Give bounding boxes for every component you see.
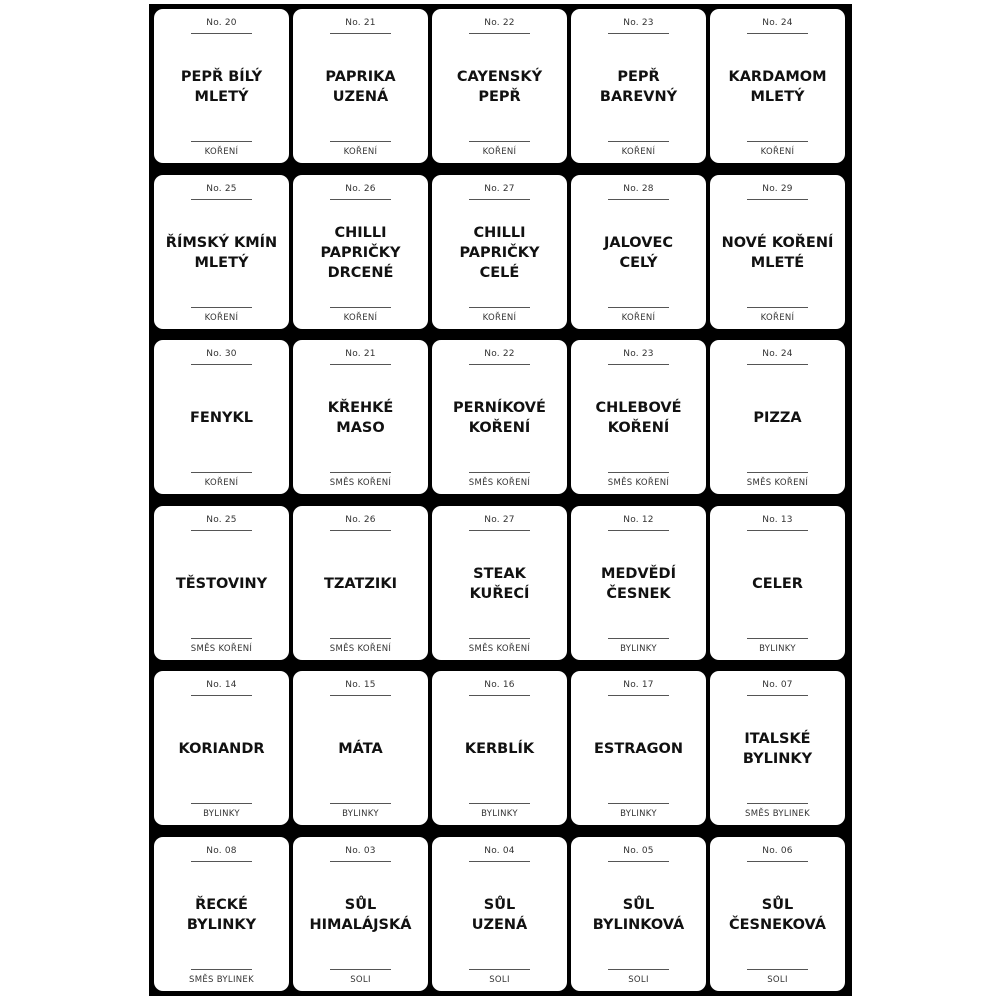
- bottom-divider: [330, 141, 391, 142]
- label-category: SMĚS KOŘENÍ: [468, 643, 531, 654]
- label-name: KERBLÍK: [464, 741, 535, 758]
- label-category: SOLI: [350, 974, 371, 985]
- label-category: SOLI: [628, 974, 649, 985]
- spice-label: [432, 9, 567, 163]
- spice-label: [432, 340, 567, 494]
- spice-label: [432, 506, 567, 660]
- top-divider: [747, 530, 808, 531]
- top-divider: [330, 861, 391, 862]
- spice-label: [710, 175, 845, 329]
- top-divider: [747, 199, 808, 200]
- label-number: No. 22: [484, 349, 515, 360]
- spice-label: [571, 9, 706, 163]
- spice-label: [710, 671, 845, 825]
- top-divider: [330, 364, 391, 365]
- top-divider: [469, 861, 530, 862]
- bottom-divider: [330, 803, 391, 804]
- label-number: No. 30: [206, 349, 237, 360]
- label-number: No. 22: [484, 18, 515, 28]
- bottom-divider: [191, 969, 252, 970]
- bottom-divider: [330, 638, 391, 639]
- spice-label: [293, 340, 428, 494]
- label-number: No. 23: [623, 18, 654, 28]
- top-divider: [608, 695, 669, 696]
- label-name: PAPRIKA UZENÁ: [325, 69, 396, 105]
- top-divider: [469, 33, 530, 34]
- label-name: PIZZA: [753, 410, 802, 427]
- label-name: CAYENSKÝ PEPŘ: [456, 69, 543, 105]
- top-divider: [608, 33, 669, 34]
- spice-label: [571, 175, 706, 329]
- label-category: BYLINKY: [759, 643, 796, 654]
- label-number: No. 04: [484, 845, 515, 856]
- spice-label: [571, 837, 706, 991]
- label-number: No. 20: [206, 18, 237, 28]
- bottom-divider: [747, 141, 808, 142]
- label-category: SMĚS KOŘENÍ: [607, 478, 670, 489]
- label-name: STEAK KUŘECÍ: [469, 565, 530, 602]
- bottom-divider: [330, 969, 391, 970]
- top-divider: [747, 364, 808, 365]
- label-number: No. 23: [623, 349, 654, 360]
- label-number: No. 21: [345, 349, 376, 360]
- label-category: KOŘENÍ: [204, 478, 239, 489]
- spice-label: [432, 175, 567, 329]
- label-number: No. 16: [484, 680, 515, 691]
- label-number: No. 25: [206, 183, 237, 194]
- spice-label: [710, 506, 845, 660]
- label-number: No. 05: [623, 845, 654, 856]
- label-number: No. 25: [206, 514, 237, 525]
- spice-label: [293, 506, 428, 660]
- label-number: No. 03: [345, 845, 376, 856]
- label-category: KOŘENÍ: [482, 147, 517, 157]
- label-category: KOŘENÍ: [204, 147, 239, 157]
- label-name: CHILLI PAPRIČKY DRCENÉ: [320, 224, 401, 281]
- label-category: KOŘENÍ: [621, 312, 656, 323]
- label-sheet: [149, 4, 852, 996]
- top-divider: [469, 530, 530, 531]
- label-category: KOŘENÍ: [621, 147, 656, 157]
- spice-label: [293, 837, 428, 991]
- spice-label: [293, 671, 428, 825]
- label-number: No. 21: [345, 18, 376, 28]
- spice-label: [571, 506, 706, 660]
- label-number: No. 26: [345, 183, 376, 194]
- spice-label: [432, 837, 567, 991]
- label-name: PEPŘ BAREVNÝ: [599, 69, 678, 105]
- label-name: CHILLI PAPRIČKY CELÉ: [459, 224, 540, 281]
- label-name: SŮL ČESNEKOVÁ: [728, 896, 826, 933]
- bottom-divider: [608, 803, 669, 804]
- label-name: SŮL UZENÁ: [471, 896, 528, 933]
- bottom-divider: [747, 803, 808, 804]
- top-divider: [191, 861, 252, 862]
- label-category: SMĚS BYLINEK: [189, 974, 254, 985]
- top-divider: [469, 695, 530, 696]
- bottom-divider: [469, 969, 530, 970]
- top-divider: [191, 695, 252, 696]
- label-category: SOLI: [767, 974, 788, 985]
- label-category: KOŘENÍ: [760, 147, 795, 157]
- label-name: MÁTA: [338, 741, 383, 758]
- bottom-divider: [747, 307, 808, 308]
- label-category: KOŘENÍ: [343, 147, 378, 157]
- spice-label: [710, 837, 845, 991]
- label-number: No. 07: [762, 680, 793, 691]
- spice-label: [293, 175, 428, 329]
- top-divider: [747, 861, 808, 862]
- label-number: No. 08: [206, 845, 237, 856]
- bottom-divider: [747, 638, 808, 639]
- top-divider: [608, 530, 669, 531]
- spice-label: [293, 9, 428, 163]
- top-divider: [191, 33, 252, 34]
- top-divider: [608, 861, 669, 862]
- label-category: BYLINKY: [481, 809, 518, 820]
- label-number: No. 24: [762, 349, 793, 360]
- bottom-divider: [747, 472, 808, 473]
- label-grid: [154, 9, 845, 991]
- top-divider: [191, 530, 252, 531]
- label-category: SMĚS BYLINEK: [745, 809, 810, 820]
- label-name: ITALSKÉ BYLINKY: [742, 731, 813, 768]
- label-name: PERNÍKOVÉ KOŘENÍ: [453, 400, 546, 437]
- spice-label: [571, 671, 706, 825]
- bottom-divider: [191, 803, 252, 804]
- label-name: SŮL HIMALÁJSKÁ: [309, 896, 412, 933]
- top-divider: [330, 199, 391, 200]
- bottom-divider: [191, 472, 252, 473]
- label-category: SMĚS KOŘENÍ: [746, 478, 809, 489]
- label-category: BYLINKY: [342, 809, 379, 820]
- bottom-divider: [608, 307, 669, 308]
- spice-label: [154, 175, 289, 329]
- spice-label: [571, 340, 706, 494]
- top-divider: [469, 364, 530, 365]
- bottom-divider: [469, 472, 530, 473]
- spice-label: [154, 506, 289, 660]
- spice-label: [154, 837, 289, 991]
- label-name: MEDVĚDÍ ČESNEK: [601, 565, 676, 602]
- label-name: FENYKL: [190, 410, 253, 427]
- bottom-divider: [191, 141, 252, 142]
- spice-label: [432, 671, 567, 825]
- label-name: CHLEBOVÉ KOŘENÍ: [595, 400, 682, 437]
- spice-label: [154, 671, 289, 825]
- label-category: BYLINKY: [620, 809, 657, 820]
- bottom-divider: [608, 141, 669, 142]
- label-number: No. 12: [623, 514, 654, 525]
- label-name: KARDAMOM MLETÝ: [728, 69, 827, 105]
- label-name: TĚSTOVINY: [175, 575, 268, 592]
- top-divider: [330, 33, 391, 34]
- label-category: SMĚS KOŘENÍ: [468, 478, 531, 489]
- bottom-divider: [469, 803, 530, 804]
- label-category: KOŘENÍ: [482, 312, 517, 323]
- label-name: NOVÉ KOŘENÍ MLETÉ: [721, 234, 834, 271]
- top-divider: [608, 364, 669, 365]
- top-divider: [747, 33, 808, 34]
- label-name: ESTRAGON: [594, 741, 683, 758]
- label-number: No. 27: [484, 514, 515, 525]
- label-category: SMĚS KOŘENÍ: [190, 643, 253, 654]
- bottom-divider: [608, 638, 669, 639]
- label-name: KŘEHKÉ MASO: [327, 400, 394, 437]
- label-name: ŘECKÉ BYLINKY: [186, 896, 257, 933]
- label-number: No. 14: [206, 680, 237, 691]
- label-number: No. 17: [623, 680, 654, 691]
- label-name: ŘÍMSKÝ KMÍN MLETÝ: [165, 234, 278, 271]
- spice-label: [154, 340, 289, 494]
- spice-label: [154, 9, 289, 163]
- label-name: PEPŘ BÍLÝ MLETÝ: [180, 69, 263, 105]
- label-name: TZATZIKI: [324, 575, 397, 592]
- bottom-divider: [330, 472, 391, 473]
- spice-label: [710, 340, 845, 494]
- label-name: KORIANDR: [178, 741, 265, 758]
- label-category: KOŘENÍ: [204, 312, 239, 323]
- label-name: SŮL BYLINKOVÁ: [592, 896, 685, 933]
- bottom-divider: [469, 638, 530, 639]
- top-divider: [191, 364, 252, 365]
- label-number: No. 28: [623, 183, 654, 194]
- bottom-divider: [469, 307, 530, 308]
- bottom-divider: [608, 969, 669, 970]
- top-divider: [608, 199, 669, 200]
- label-number: No. 24: [762, 18, 793, 28]
- top-divider: [747, 695, 808, 696]
- label-category: KOŘENÍ: [760, 312, 795, 323]
- label-number: No. 15: [345, 680, 376, 691]
- label-category: SMĚS KOŘENÍ: [329, 478, 392, 489]
- label-category: SOLI: [489, 974, 510, 985]
- top-divider: [469, 199, 530, 200]
- label-number: No. 27: [484, 183, 515, 194]
- label-category: BYLINKY: [620, 643, 657, 654]
- bottom-divider: [191, 307, 252, 308]
- label-category: KOŘENÍ: [343, 312, 378, 323]
- spice-label: [710, 9, 845, 163]
- label-name: CELER: [752, 575, 803, 592]
- label-number: No. 06: [762, 845, 793, 856]
- label-name: JALOVEC CELÝ: [603, 234, 674, 271]
- label-number: No. 13: [762, 514, 793, 525]
- bottom-divider: [608, 472, 669, 473]
- label-number: No. 29: [762, 183, 793, 194]
- label-number: No. 26: [345, 514, 376, 525]
- top-divider: [330, 530, 391, 531]
- label-category: SMĚS KOŘENÍ: [329, 643, 392, 654]
- bottom-divider: [747, 969, 808, 970]
- bottom-divider: [469, 141, 530, 142]
- label-category: BYLINKY: [203, 809, 240, 820]
- top-divider: [191, 199, 252, 200]
- bottom-divider: [191, 638, 252, 639]
- top-divider: [330, 695, 391, 696]
- bottom-divider: [330, 307, 391, 308]
